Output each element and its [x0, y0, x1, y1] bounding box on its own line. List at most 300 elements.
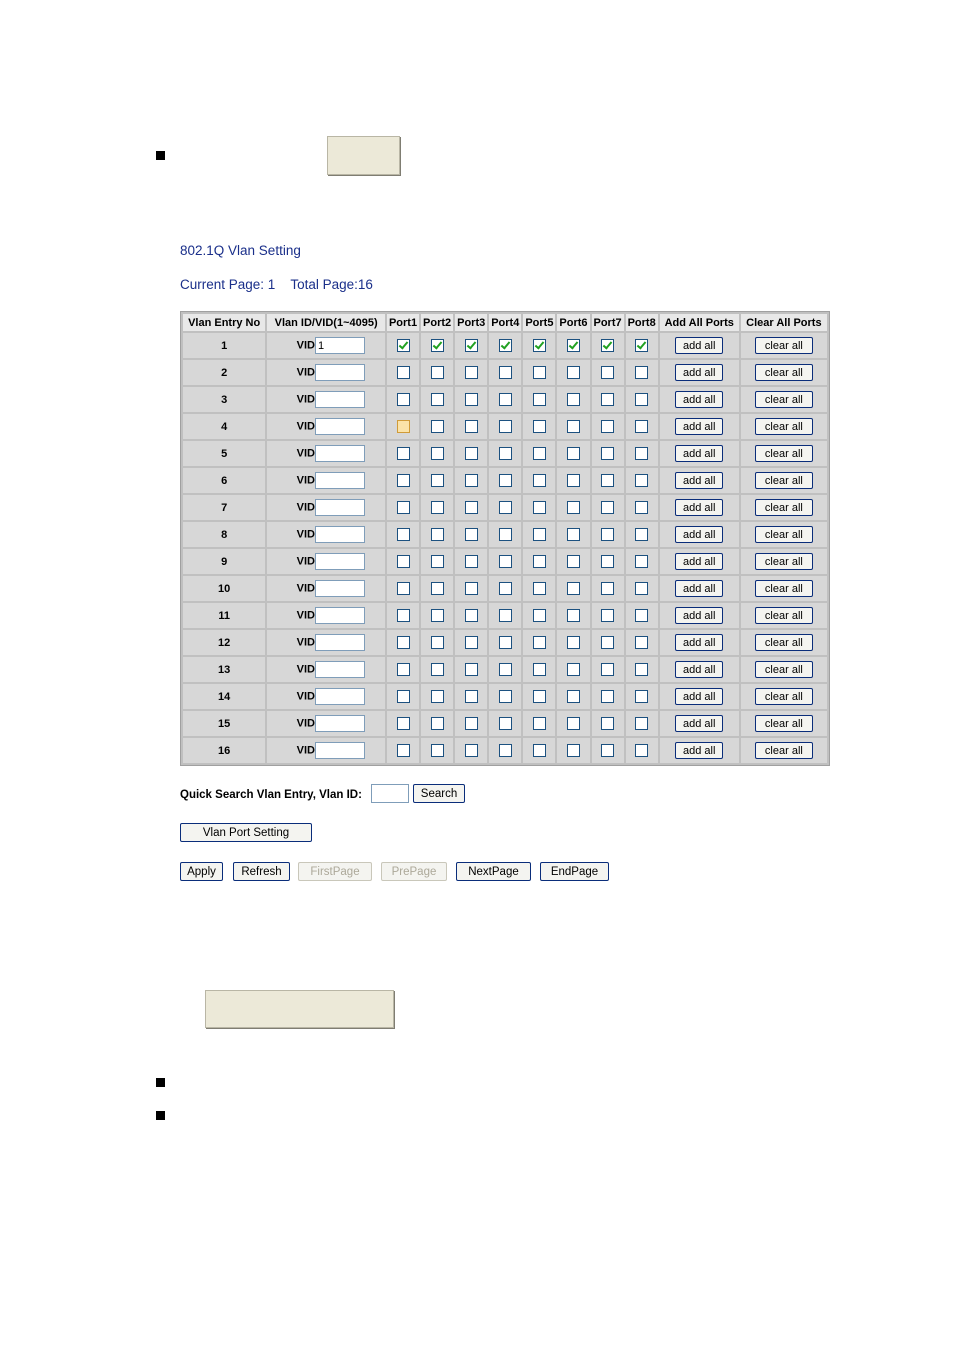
clear-all-button[interactable]: clear all	[755, 580, 813, 597]
entry-number: 14	[183, 684, 265, 709]
port6-checkbox[interactable]	[567, 636, 580, 649]
port4-checkbox[interactable]	[499, 501, 512, 514]
port-cell	[626, 441, 658, 466]
port3-checkbox[interactable]	[465, 609, 478, 622]
port7-checkbox[interactable]	[601, 582, 614, 595]
port8-checkbox[interactable]	[635, 447, 648, 460]
entry-number: 8	[183, 522, 265, 547]
port-cell	[557, 549, 589, 574]
port-cell	[626, 360, 658, 385]
port5-checkbox[interactable]	[533, 582, 546, 595]
port-cell	[387, 738, 419, 763]
clear-all-cell	[741, 549, 827, 574]
port5-checkbox[interactable]	[533, 393, 546, 406]
port-cell	[489, 522, 521, 547]
port1-checkbox[interactable]	[397, 717, 410, 730]
port3-checkbox[interactable]	[465, 555, 478, 568]
port6-checkbox[interactable]	[567, 690, 580, 703]
port-cell	[557, 468, 589, 493]
vid-input[interactable]	[315, 499, 365, 516]
port2-checkbox[interactable]	[431, 474, 444, 487]
port-cell	[387, 333, 419, 358]
vid-input[interactable]	[315, 337, 365, 354]
port5-checkbox[interactable]	[533, 501, 546, 514]
port-cell	[592, 657, 624, 682]
port8-checkbox[interactable]	[635, 636, 648, 649]
search-button[interactable]: Search	[413, 784, 465, 803]
port1-checkbox[interactable]	[397, 420, 410, 433]
clear-all-button[interactable]: clear all	[755, 391, 813, 408]
clear-all-cell	[741, 630, 827, 655]
port1-checkbox[interactable]	[397, 636, 410, 649]
add-all-button[interactable]: add all	[675, 526, 723, 543]
vid-cell	[267, 711, 385, 736]
port-cell	[421, 468, 453, 493]
port5-checkbox[interactable]	[533, 609, 546, 622]
port3-checkbox[interactable]	[465, 420, 478, 433]
port1-checkbox[interactable]	[397, 609, 410, 622]
clear-all-cell	[741, 603, 827, 628]
port4-checkbox[interactable]	[499, 528, 512, 541]
port4-checkbox[interactable]	[499, 582, 512, 595]
port7-checkbox[interactable]	[601, 555, 614, 568]
port8-checkbox[interactable]	[635, 663, 648, 676]
port2-checkbox[interactable]	[431, 555, 444, 568]
port7-checkbox[interactable]	[601, 609, 614, 622]
port3-checkbox[interactable]	[465, 393, 478, 406]
vid-label: VID	[296, 420, 315, 433]
vid-input[interactable]	[315, 607, 365, 624]
port5-checkbox[interactable]	[533, 690, 546, 703]
port2-checkbox[interactable]	[431, 339, 444, 352]
vid-cell	[267, 414, 385, 439]
vid-input[interactable]	[315, 391, 365, 408]
port4-checkbox[interactable]	[499, 393, 512, 406]
entry-number: 5	[183, 441, 265, 466]
first-page-button[interactable]: FirstPage	[298, 862, 372, 881]
clear-all-button[interactable]: clear all	[755, 634, 813, 651]
port5-checkbox[interactable]	[533, 663, 546, 676]
port-cell	[421, 549, 453, 574]
clear-all-cell	[741, 684, 827, 709]
port7-checkbox[interactable]	[601, 717, 614, 730]
port8-checkbox[interactable]	[635, 690, 648, 703]
port1-checkbox[interactable]	[397, 744, 410, 757]
port7-checkbox[interactable]	[601, 663, 614, 676]
port-cell	[523, 684, 555, 709]
port-cell	[387, 711, 419, 736]
port-cell	[592, 441, 624, 466]
current-page-label: Current Page: 1	[180, 277, 276, 292]
vid-label: VID	[296, 501, 315, 514]
port7-checkbox[interactable]	[601, 636, 614, 649]
add-all-cell	[660, 657, 739, 682]
port7-checkbox[interactable]	[601, 474, 614, 487]
vid-input[interactable]	[315, 715, 365, 732]
port-cell	[489, 630, 521, 655]
port3-checkbox[interactable]	[465, 744, 478, 757]
port6-checkbox[interactable]	[567, 420, 580, 433]
clear-all-button[interactable]: clear all	[755, 715, 813, 732]
port-cell	[626, 738, 658, 763]
port1-checkbox[interactable]	[397, 690, 410, 703]
port-cell	[387, 414, 419, 439]
vid-input[interactable]	[315, 661, 365, 678]
port4-checkbox[interactable]	[499, 717, 512, 730]
port1-checkbox[interactable]	[397, 447, 410, 460]
clear-all-button[interactable]: clear all	[755, 742, 813, 759]
port2-checkbox[interactable]	[431, 636, 444, 649]
port5-checkbox[interactable]	[533, 717, 546, 730]
port2-checkbox[interactable]	[431, 690, 444, 703]
port3-checkbox[interactable]	[465, 447, 478, 460]
vlan-port-setting-button[interactable]: Vlan Port Setting	[180, 823, 312, 842]
port7-checkbox[interactable]	[601, 393, 614, 406]
port3-checkbox[interactable]	[465, 474, 478, 487]
port4-checkbox[interactable]	[499, 474, 512, 487]
port7-checkbox[interactable]	[601, 339, 614, 352]
port-cell	[626, 684, 658, 709]
port7-checkbox[interactable]	[601, 744, 614, 757]
column-header: Clear All Ports	[741, 314, 827, 331]
add-all-cell	[660, 603, 739, 628]
add-all-cell	[660, 360, 739, 385]
port2-checkbox[interactable]	[431, 663, 444, 676]
entry-number: 11	[183, 603, 265, 628]
vid-input[interactable]	[315, 364, 365, 381]
port-cell	[489, 468, 521, 493]
port-cell	[523, 468, 555, 493]
clear-all-button[interactable]: clear all	[755, 526, 813, 543]
page-title: 802.1Q Vlan Setting	[180, 243, 301, 258]
port5-checkbox[interactable]	[533, 447, 546, 460]
port4-checkbox[interactable]	[499, 366, 512, 379]
port6-checkbox[interactable]	[567, 393, 580, 406]
port6-checkbox[interactable]	[567, 609, 580, 622]
port-cell	[421, 657, 453, 682]
vid-cell	[267, 495, 385, 520]
port4-checkbox[interactable]	[499, 609, 512, 622]
vid-input[interactable]	[315, 472, 365, 489]
port-cell	[421, 711, 453, 736]
port-cell	[489, 360, 521, 385]
apply-button[interactable]: Apply	[180, 862, 223, 881]
port8-checkbox[interactable]	[635, 366, 648, 379]
port5-checkbox[interactable]	[533, 744, 546, 757]
vid-cell	[267, 657, 385, 682]
port3-checkbox[interactable]	[465, 366, 478, 379]
port7-checkbox[interactable]	[601, 420, 614, 433]
port-cell	[592, 468, 624, 493]
vid-cell	[267, 360, 385, 385]
column-header: Vlan Entry No	[183, 314, 265, 331]
port5-checkbox[interactable]	[533, 420, 546, 433]
vid-cell	[267, 630, 385, 655]
port7-checkbox[interactable]	[601, 528, 614, 541]
table-body	[183, 333, 827, 763]
port-cell	[421, 333, 453, 358]
port5-checkbox[interactable]	[533, 474, 546, 487]
clear-all-button[interactable]: clear all	[755, 688, 813, 705]
port7-checkbox[interactable]	[601, 366, 614, 379]
refresh-button[interactable]: Refresh	[233, 862, 290, 881]
add-all-button[interactable]: add all	[675, 445, 723, 462]
port-cell	[523, 711, 555, 736]
add-all-button[interactable]: add all	[675, 742, 723, 759]
table-row	[183, 630, 827, 655]
port2-checkbox[interactable]	[431, 744, 444, 757]
port8-checkbox[interactable]	[635, 609, 648, 622]
table-header	[183, 314, 827, 331]
clear-all-button[interactable]: clear all	[755, 364, 813, 381]
port3-checkbox[interactable]	[465, 690, 478, 703]
port-cell	[592, 576, 624, 601]
port1-checkbox[interactable]	[397, 393, 410, 406]
pre-page-button[interactable]: PrePage	[381, 862, 447, 881]
port-cell	[387, 522, 419, 547]
add-all-button[interactable]: add all	[675, 553, 723, 570]
port4-checkbox[interactable]	[499, 339, 512, 352]
port2-checkbox[interactable]	[431, 501, 444, 514]
entry-number: 7	[183, 495, 265, 520]
port5-checkbox[interactable]	[533, 339, 546, 352]
port1-checkbox[interactable]	[397, 474, 410, 487]
port6-checkbox[interactable]	[567, 555, 580, 568]
vid-input[interactable]	[315, 445, 365, 462]
port3-checkbox[interactable]	[465, 663, 478, 676]
port-cell	[421, 522, 453, 547]
port-cell	[626, 468, 658, 493]
vid-input[interactable]	[315, 688, 365, 705]
vid-input[interactable]	[315, 418, 365, 435]
vid-input[interactable]	[315, 634, 365, 651]
port8-checkbox[interactable]	[635, 528, 648, 541]
add-all-cell	[660, 549, 739, 574]
quick-search-input[interactable]	[371, 784, 409, 803]
port6-checkbox[interactable]	[567, 339, 580, 352]
port-cell	[489, 414, 521, 439]
clear-all-cell	[741, 495, 827, 520]
port2-checkbox[interactable]	[431, 420, 444, 433]
port-cell	[455, 630, 487, 655]
port2-checkbox[interactable]	[431, 447, 444, 460]
port-cell	[557, 387, 589, 412]
add-all-button[interactable]: add all	[675, 688, 723, 705]
entry-number: 9	[183, 549, 265, 574]
port-cell	[421, 495, 453, 520]
add-all-button[interactable]: add all	[675, 607, 723, 624]
clear-all-button[interactable]: clear all	[755, 337, 813, 354]
port-cell	[489, 495, 521, 520]
entry-number: 16	[183, 738, 265, 763]
table-row	[183, 387, 827, 412]
vid-label: VID	[296, 393, 315, 406]
clear-all-button[interactable]: clear all	[755, 445, 813, 462]
entry-number: 12	[183, 630, 265, 655]
port2-checkbox[interactable]	[431, 366, 444, 379]
inline-button-image	[327, 136, 400, 175]
port1-checkbox[interactable]	[397, 528, 410, 541]
port4-checkbox[interactable]	[499, 447, 512, 460]
port6-checkbox[interactable]	[567, 582, 580, 595]
port6-checkbox[interactable]	[567, 501, 580, 514]
vid-input[interactable]	[315, 742, 365, 759]
port6-checkbox[interactable]	[567, 447, 580, 460]
add-all-button[interactable]: add all	[675, 499, 723, 516]
port3-checkbox[interactable]	[465, 528, 478, 541]
port8-checkbox[interactable]	[635, 501, 648, 514]
port2-checkbox[interactable]	[431, 582, 444, 595]
port2-checkbox[interactable]	[431, 717, 444, 730]
port-cell	[523, 549, 555, 574]
port8-checkbox[interactable]	[635, 393, 648, 406]
port6-checkbox[interactable]	[567, 717, 580, 730]
port1-checkbox[interactable]	[397, 555, 410, 568]
port4-checkbox[interactable]	[499, 663, 512, 676]
bullet-marker	[156, 1111, 165, 1120]
clear-all-cell	[741, 576, 827, 601]
vid-label: VID	[296, 744, 315, 757]
port4-checkbox[interactable]	[499, 420, 512, 433]
port8-checkbox[interactable]	[635, 717, 648, 730]
add-all-cell	[660, 576, 739, 601]
port-cell	[387, 387, 419, 412]
add-all-button[interactable]: add all	[675, 715, 723, 732]
clear-all-button[interactable]: clear all	[755, 418, 813, 435]
port8-checkbox[interactable]	[635, 339, 648, 352]
add-all-cell	[660, 630, 739, 655]
port-cell	[592, 495, 624, 520]
clear-all-button[interactable]: clear all	[755, 553, 813, 570]
port7-checkbox[interactable]	[601, 447, 614, 460]
add-all-button[interactable]: add all	[675, 418, 723, 435]
port5-checkbox[interactable]	[533, 636, 546, 649]
port-cell	[557, 603, 589, 628]
next-page-button[interactable]: NextPage	[456, 862, 531, 881]
port-cell	[489, 657, 521, 682]
column-header: Port6	[557, 314, 589, 331]
total-page-label: Total Page:16	[290, 277, 373, 292]
port-cell	[489, 333, 521, 358]
vid-label: VID	[296, 366, 315, 379]
port6-checkbox[interactable]	[567, 366, 580, 379]
add-all-button[interactable]: add all	[675, 661, 723, 678]
port-cell	[387, 603, 419, 628]
port5-checkbox[interactable]	[533, 528, 546, 541]
port6-checkbox[interactable]	[567, 663, 580, 676]
port-cell	[626, 549, 658, 574]
column-header: Vlan ID/VID(1~4095)	[267, 314, 385, 331]
port-cell	[592, 522, 624, 547]
vid-cell	[267, 576, 385, 601]
port2-checkbox[interactable]	[431, 528, 444, 541]
port-cell	[455, 684, 487, 709]
add-all-button[interactable]: add all	[675, 337, 723, 354]
column-header: Port4	[489, 314, 521, 331]
port-cell	[592, 603, 624, 628]
port-cell	[557, 657, 589, 682]
port6-checkbox[interactable]	[567, 474, 580, 487]
vid-label: VID	[296, 555, 315, 568]
table-row	[183, 414, 827, 439]
clear-all-button[interactable]: clear all	[755, 661, 813, 678]
port-cell	[523, 360, 555, 385]
port3-checkbox[interactable]	[465, 339, 478, 352]
port6-checkbox[interactable]	[567, 528, 580, 541]
port3-checkbox[interactable]	[465, 501, 478, 514]
port6-checkbox[interactable]	[567, 744, 580, 757]
port1-checkbox[interactable]	[397, 663, 410, 676]
port-cell	[489, 549, 521, 574]
vid-input[interactable]	[315, 553, 365, 570]
port3-checkbox[interactable]	[465, 582, 478, 595]
port3-checkbox[interactable]	[465, 717, 478, 730]
port-cell	[455, 495, 487, 520]
port8-checkbox[interactable]	[635, 555, 648, 568]
add-all-button[interactable]: add all	[675, 634, 723, 651]
port-cell	[523, 657, 555, 682]
port-cell	[523, 522, 555, 547]
clear-all-button[interactable]: clear all	[755, 607, 813, 624]
port1-checkbox[interactable]	[397, 501, 410, 514]
port5-checkbox[interactable]	[533, 555, 546, 568]
port2-checkbox[interactable]	[431, 393, 444, 406]
add-all-button[interactable]: add all	[675, 472, 723, 489]
port7-checkbox[interactable]	[601, 690, 614, 703]
add-all-cell	[660, 414, 739, 439]
add-all-button[interactable]: add all	[675, 391, 723, 408]
add-all-cell	[660, 684, 739, 709]
add-all-button[interactable]: add all	[675, 580, 723, 597]
vid-input[interactable]	[315, 580, 365, 597]
port-cell	[421, 441, 453, 466]
port1-checkbox[interactable]	[397, 366, 410, 379]
port-cell	[387, 441, 419, 466]
vlan-table	[180, 311, 830, 766]
port-cell	[387, 468, 419, 493]
port-cell	[592, 738, 624, 763]
port-cell	[557, 522, 589, 547]
port-cell	[455, 360, 487, 385]
port1-checkbox[interactable]	[397, 582, 410, 595]
vid-cell	[267, 522, 385, 547]
port4-checkbox[interactable]	[499, 744, 512, 757]
port1-checkbox[interactable]	[397, 339, 410, 352]
port-cell	[626, 414, 658, 439]
port8-checkbox[interactable]	[635, 582, 648, 595]
port8-checkbox[interactable]	[635, 474, 648, 487]
port7-checkbox[interactable]	[601, 501, 614, 514]
add-all-cell	[660, 522, 739, 547]
port5-checkbox[interactable]	[533, 366, 546, 379]
port-cell	[523, 603, 555, 628]
clear-all-button[interactable]: clear all	[755, 499, 813, 516]
port3-checkbox[interactable]	[465, 636, 478, 649]
port8-checkbox[interactable]	[635, 420, 648, 433]
port4-checkbox[interactable]	[499, 555, 512, 568]
port-cell	[592, 711, 624, 736]
port4-checkbox[interactable]	[499, 690, 512, 703]
port8-checkbox[interactable]	[635, 744, 648, 757]
end-page-button[interactable]: EndPage	[540, 862, 609, 881]
port-cell	[557, 360, 589, 385]
clear-all-button[interactable]: clear all	[755, 472, 813, 489]
port4-checkbox[interactable]	[499, 636, 512, 649]
port2-checkbox[interactable]	[431, 609, 444, 622]
vid-input[interactable]	[315, 526, 365, 543]
table-row	[183, 603, 827, 628]
add-all-button[interactable]: add all	[675, 364, 723, 381]
